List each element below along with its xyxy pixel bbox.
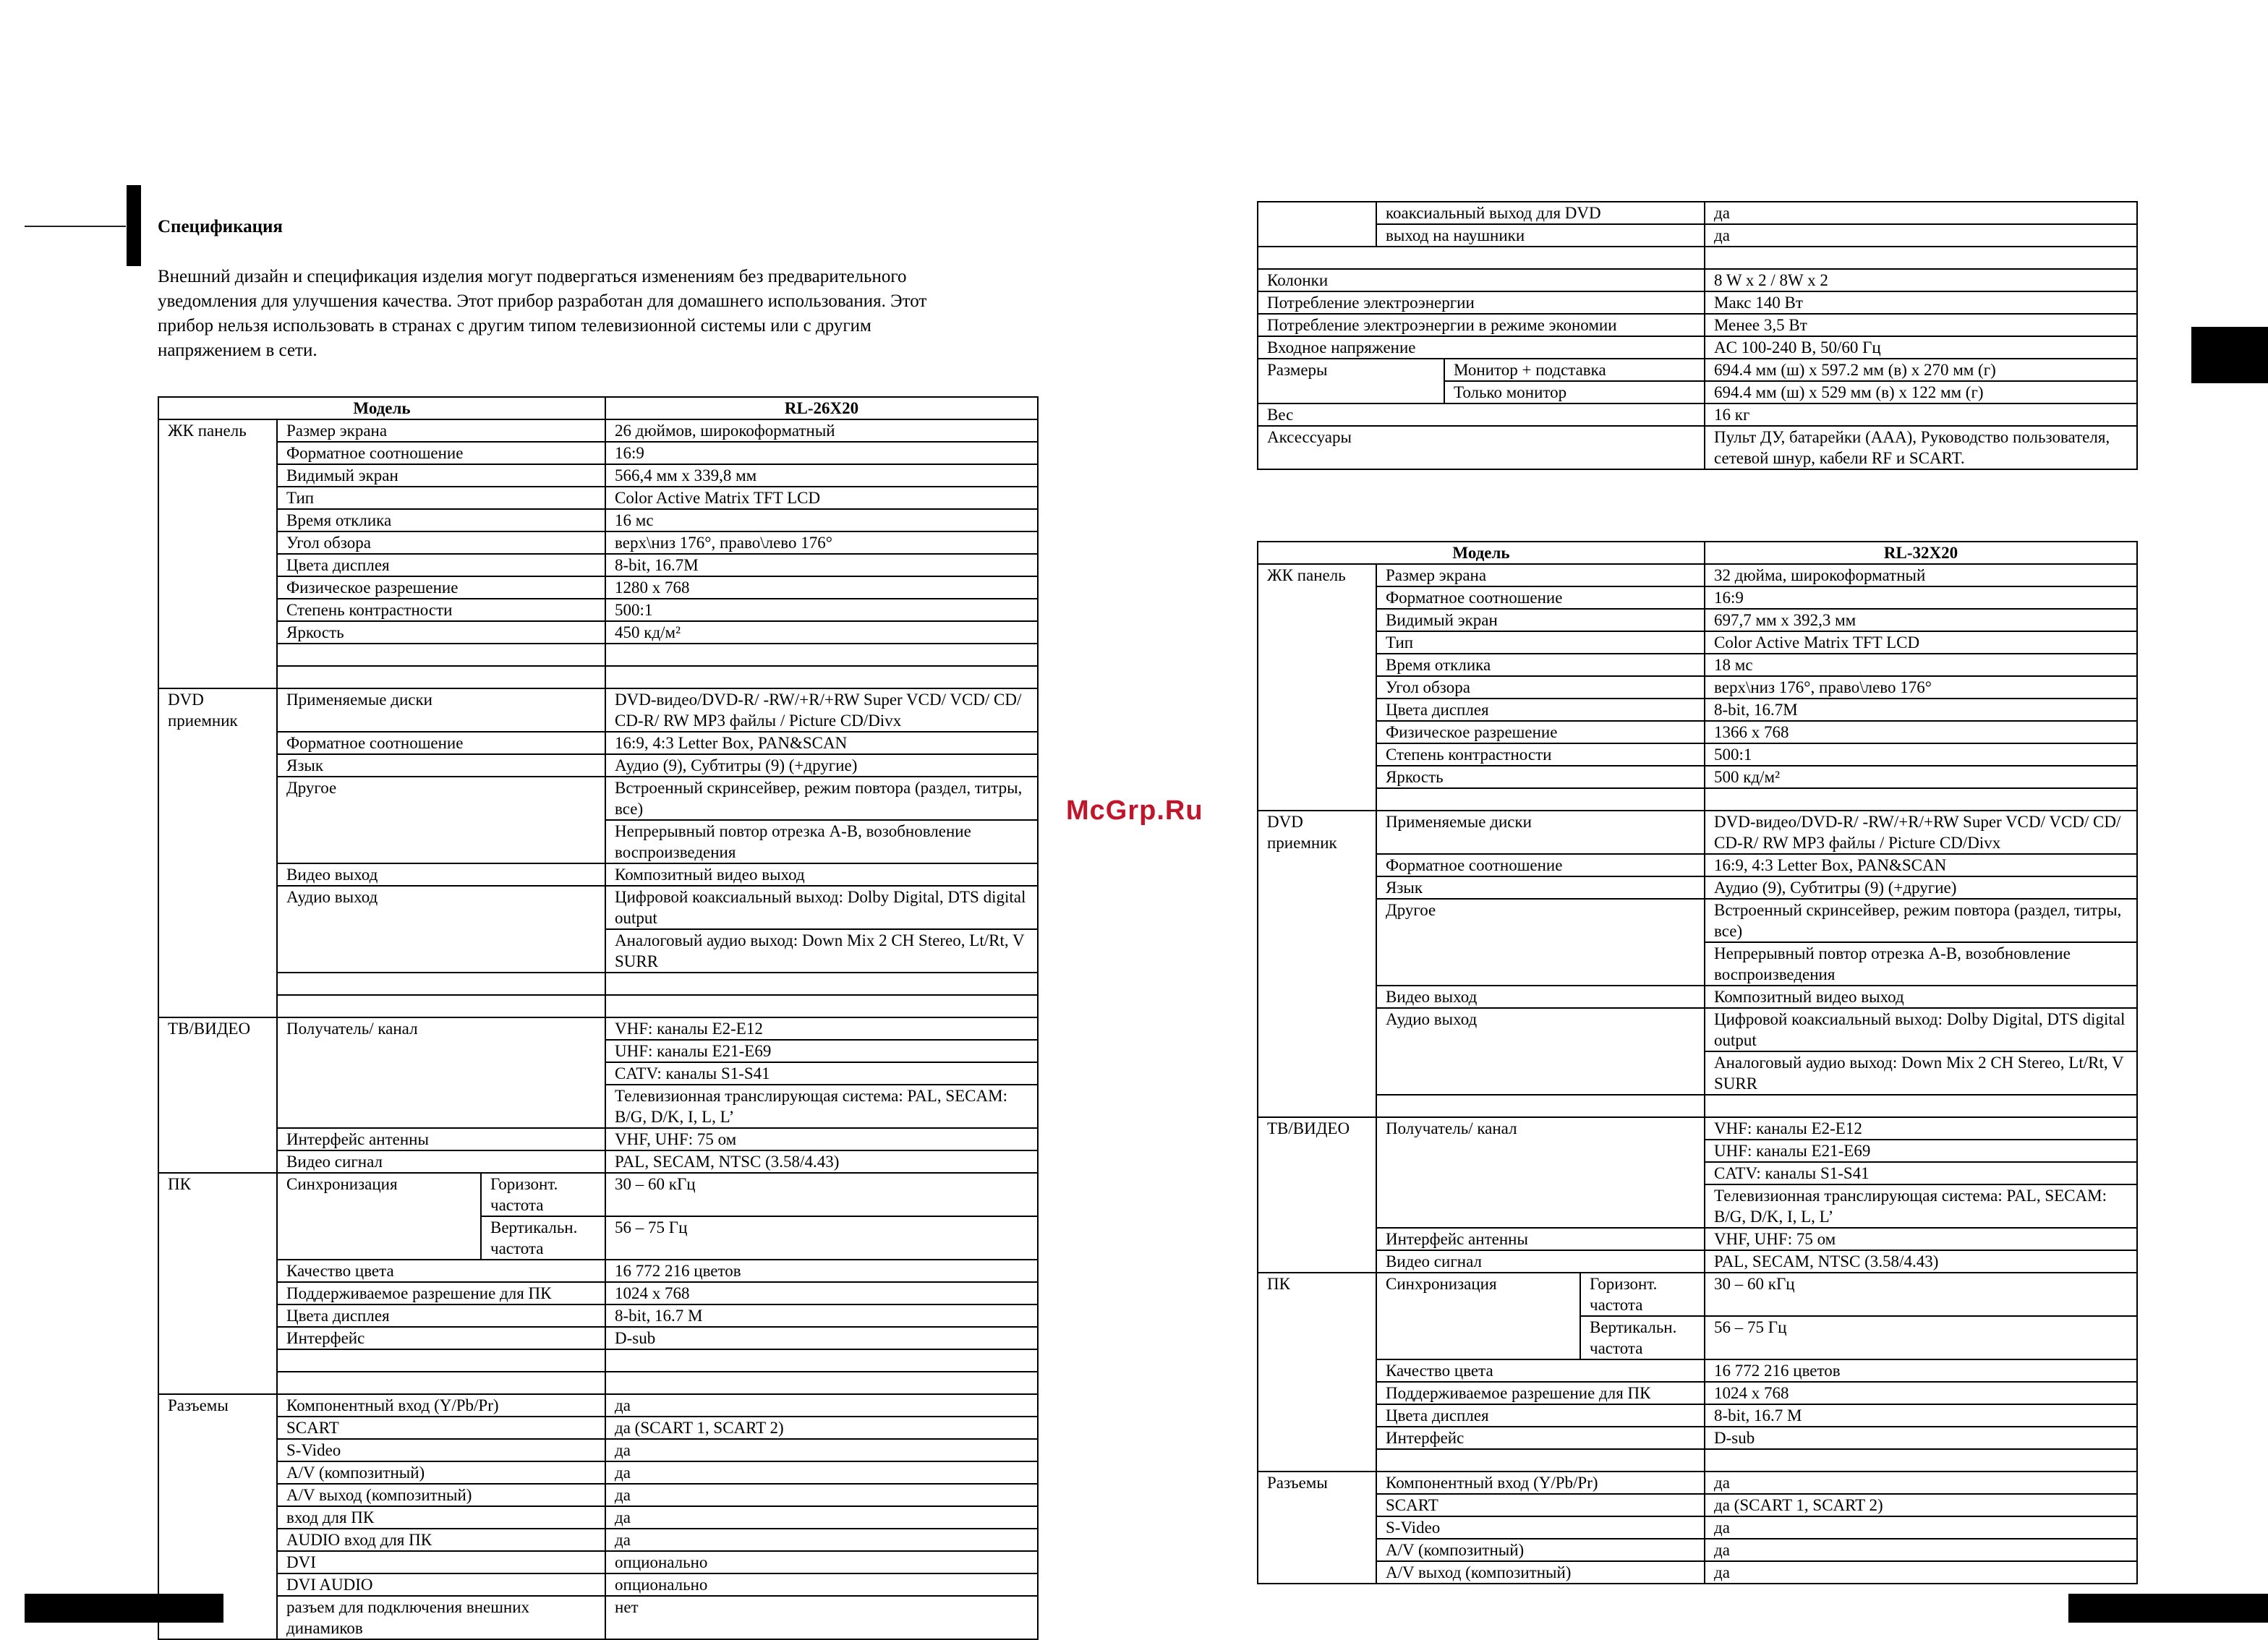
table-cell: 8-bit, 16.7 M <box>1705 1404 2137 1427</box>
table-cell: Колонки <box>1258 269 1705 291</box>
table-cell: 30 – 60 кГц <box>605 1173 1038 1216</box>
table-cell: Время отклика <box>277 509 605 531</box>
table-cell: 500 кд/м² <box>1705 766 2137 788</box>
table-cell: VHF, UHF: 75 ом <box>1705 1228 2137 1250</box>
table-cell: Качество цвета <box>277 1260 605 1282</box>
table-cell-empty <box>1258 247 1705 269</box>
table-cell: Аудио выход <box>1376 1008 1705 1095</box>
table-cell: разъем для подключения внешних динамиков <box>277 1596 605 1639</box>
page-tab-marker <box>2191 327 2268 383</box>
table-cell-empty <box>605 1372 1038 1394</box>
table-cell: A/V выход (композитный) <box>277 1484 605 1506</box>
table-cell: да <box>1705 1539 2137 1561</box>
table-cell-empty <box>1258 202 1376 247</box>
table-cell-empty <box>605 1349 1038 1372</box>
watermark: McGrp.Ru <box>1066 795 1203 826</box>
table-cell: 16:9 <box>605 442 1038 464</box>
table-cell-empty <box>1705 1449 2137 1472</box>
table-cell: Монитор + подставка <box>1444 359 1705 381</box>
table-cell: Аудио выход <box>277 886 605 973</box>
table-cell: UHF: каналы E21-E69 <box>605 1040 1038 1062</box>
group-dvd: DVD приемник <box>158 688 277 1017</box>
table-cell: Синхронизация <box>1376 1273 1580 1359</box>
table-cell: Интерфейс <box>1376 1427 1705 1449</box>
table-cell: Потребление электроэнергии <box>1258 291 1705 314</box>
table-cell: 8 W x 2 / 8W x 2 <box>1705 269 2137 291</box>
model-header: Модель <box>1258 542 1705 564</box>
table-cell: S-Video <box>277 1439 605 1461</box>
table-cell: Встроенный скринсейвер, режим повтора (раздел, титры, все) <box>605 777 1038 820</box>
table-cell: 1366 x 768 <box>1705 721 2137 743</box>
group-lcd: ЖК панель <box>158 419 277 688</box>
table-cell: 16 кг <box>1705 403 2137 426</box>
table-cell: верх\низ 176°, право\лево 176° <box>1705 676 2137 699</box>
table-cell: Аналоговый аудио выход: Down Mix 2 CH Stereo, Lt/Rt, V SURR <box>1705 1051 2137 1095</box>
table-cell: Интерфейс <box>277 1327 605 1349</box>
table-cell: AUDIO вход для ПК <box>277 1529 605 1551</box>
table-cell: Вес <box>1258 403 1705 426</box>
table-cell: Другое <box>1376 899 1705 986</box>
table-cell: выход на наушники <box>1376 224 1705 247</box>
table-cell: Аналоговый аудио выход: Down Mix 2 CH Stereo, Lt/Rt, V SURR <box>605 929 1038 973</box>
table-cell-empty <box>277 995 605 1017</box>
table-cell: опционально <box>605 1551 1038 1573</box>
table-cell: Аудио (9), Субтитры (9) (+другие) <box>1705 876 2137 899</box>
table-cell: 30 – 60 кГц <box>1705 1273 2137 1316</box>
table-cell: D-sub <box>605 1327 1038 1349</box>
table-cell: 1024 x 768 <box>1705 1382 2137 1404</box>
table-cell: Цвета дисплея <box>277 1304 605 1327</box>
table-cell: 16:9 <box>1705 586 2137 609</box>
table-cell: Встроенный скринсейвер, режим повтора (раздел, титры, все) <box>1705 899 2137 942</box>
table-cell: Физическое разрешение <box>1376 721 1705 743</box>
model-value: RL-32X20 <box>1705 542 2137 564</box>
table-cell: 18 мс <box>1705 654 2137 676</box>
table-cell: 500:1 <box>605 599 1038 621</box>
table-cell: Горизонт. частота <box>1580 1273 1705 1316</box>
table-cell-empty <box>277 1349 605 1372</box>
table-cell: 450 кд/м² <box>605 621 1038 644</box>
table-cell: Компонентный вход (Y/Pb/Pr) <box>1376 1472 1705 1494</box>
table-cell-empty <box>1376 788 1705 811</box>
table-cell: Качество цвета <box>1376 1359 1705 1382</box>
table-cell: 694.4 мм (ш) x 597.2 мм (в) x 270 мм (г) <box>1705 359 2137 381</box>
table-cell: Вертикальн. частота <box>481 1216 605 1260</box>
table-cell: UHF: каналы E21-E69 <box>1705 1140 2137 1162</box>
table-cell: VHF, UHF: 75 ом <box>605 1128 1038 1150</box>
table-cell: Композитный видео выход <box>605 863 1038 886</box>
table-cell-empty <box>605 995 1038 1017</box>
table-cell: да (SCART 1, SCART 2) <box>605 1417 1038 1439</box>
header-rule <box>25 226 126 227</box>
table-cell-empty <box>605 644 1038 666</box>
group-tv: ТВ/ВИДЕО <box>158 1017 277 1173</box>
table-cell: Цифровой коаксиальный выход: Dolby Digital, DTS digital output <box>1705 1008 2137 1051</box>
table-cell: SCART <box>277 1417 605 1439</box>
table-cell: Телевизионная транслирующая система: PAL, SECAM: B/G, D/K, I, L, L’ <box>605 1085 1038 1128</box>
table-cell: Размер экрана <box>277 419 605 442</box>
spec-table-rl26 <box>158 396 1039 1640</box>
table-cell: S-Video <box>1376 1516 1705 1539</box>
table-cell: DVD-видео/DVD-R/ -RW/+R/+RW Super VCD/ VCD/ CD/ CD-R/ RW MP3 файлы / Picture CD/Divx <box>605 688 1038 732</box>
table-cell: Видео выход <box>1376 986 1705 1008</box>
table-cell: да <box>605 1439 1038 1461</box>
table-cell: DVI <box>277 1551 605 1573</box>
table-cell: 8-bit, 16.7M <box>605 554 1038 576</box>
table-cell: Применяемые диски <box>277 688 605 732</box>
table-cell: A/V (композитный) <box>1376 1539 1705 1561</box>
table-cell: Цвета дисплея <box>1376 1404 1705 1427</box>
table-cell: Компонентный вход (Y/Pb/Pr) <box>277 1394 605 1417</box>
table-cell: Получатель/ канал <box>1376 1117 1705 1228</box>
table-cell: 1280 x 768 <box>605 576 1038 599</box>
table-cell: 1024 x 768 <box>605 1282 1038 1304</box>
table-cell: Цифровой коаксиальный выход: Dolby Digital, DTS digital output <box>605 886 1038 929</box>
table-cell: Физическое разрешение <box>277 576 605 599</box>
table-cell: Интерфейс антенны <box>277 1128 605 1150</box>
table-cell: 56 – 75 Гц <box>1705 1316 2137 1359</box>
table-cell: 8-bit, 16.7M <box>1705 699 2137 721</box>
table-cell: Видео сигнал <box>277 1150 605 1173</box>
table-cell: Получатель/ канал <box>277 1017 605 1128</box>
group-tv: ТВ/ВИДЕО <box>1258 1117 1376 1273</box>
table-cell: Цвета дисплея <box>1376 699 1705 721</box>
table-cell: да <box>1705 224 2137 247</box>
table-cell: Поддерживаемое разрешение для ПК <box>1376 1382 1705 1404</box>
table-cell: нет <box>605 1596 1038 1639</box>
table-cell-empty <box>277 1372 605 1394</box>
footer-bar-right <box>2068 1594 2268 1623</box>
table-cell: Размеры <box>1258 359 1444 403</box>
group-lcd: ЖК панель <box>1258 564 1376 811</box>
table-cell: 8-bit, 16.7 M <box>605 1304 1038 1327</box>
model-value: RL-26X20 <box>605 397 1038 419</box>
table-cell: 16 772 216 цветов <box>605 1260 1038 1282</box>
table-cell: D-sub <box>1705 1427 2137 1449</box>
table-cell: CATV: каналы S1-S41 <box>1705 1162 2137 1184</box>
table-cell: Макс 140 Вт <box>1705 291 2137 314</box>
table-cell: Только монитор <box>1444 381 1705 403</box>
table-cell: Непрерывный повтор отрезка А-В, возобновление воспроизведения <box>605 820 1038 863</box>
table-cell: коаксиальный выход для DVD <box>1376 202 1705 224</box>
table-cell: Поддерживаемое разрешение для ПК <box>277 1282 605 1304</box>
table-cell: 500:1 <box>1705 743 2137 766</box>
group-connectors: Разъемы <box>158 1394 277 1639</box>
table-cell: Вертикальн. частота <box>1580 1316 1705 1359</box>
table-cell: Язык <box>1376 876 1705 899</box>
table-cell: Тип <box>1376 631 1705 654</box>
table-cell: Форматное соотношение <box>1376 586 1705 609</box>
table-cell: 16:9, 4:3 Letter Box, PAN&SCAN <box>1705 854 2137 876</box>
group-dvd: DVD приемник <box>1258 811 1376 1117</box>
table-cell-empty <box>277 666 605 688</box>
table-cell: Входное напряжение <box>1258 336 1705 359</box>
table-cell: да <box>1705 202 2137 224</box>
table-cell: да <box>1705 1561 2137 1584</box>
table-cell-empty <box>605 973 1038 995</box>
section-marker-bar <box>127 185 141 266</box>
table-cell: PAL, SECAM, NTSC (3.58/4.43) <box>1705 1250 2137 1273</box>
table-cell: 566,4 мм x 339,8 мм <box>605 464 1038 487</box>
table-cell: Применяемые диски <box>1376 811 1705 854</box>
table-cell: Видимый экран <box>1376 609 1705 631</box>
table-cell: Color Active Matrix TFT LCD <box>605 487 1038 509</box>
table-cell: Форматное соотношение <box>277 442 605 464</box>
table-cell: да <box>605 1529 1038 1551</box>
table-cell: A/V (композитный) <box>277 1461 605 1484</box>
spec-table-continuation <box>1257 201 2138 470</box>
table-cell: да (SCART 1, SCART 2) <box>1705 1494 2137 1516</box>
table-cell: Непрерывный повтор отрезка А-В, возобновление воспроизведения <box>1705 942 2137 986</box>
table-cell: Время отклика <box>1376 654 1705 676</box>
table-cell: Пульт ДУ, батарейки (ААА), Руководство пользователя, сетевой шнур, кабели RF и SCART. <box>1705 426 2137 469</box>
table-cell: вход для ПК <box>277 1506 605 1529</box>
table-cell: Синхронизация <box>277 1173 481 1260</box>
table-cell: Цвета дисплея <box>277 554 605 576</box>
table-cell: 32 дюйма, широкоформатный <box>1705 564 2137 586</box>
table-cell: Горизонт. частота <box>481 1173 605 1216</box>
table-cell: PAL, SECAM, NTSC (3.58/4.43) <box>605 1150 1038 1173</box>
group-pc: ПК <box>1258 1273 1376 1472</box>
table-cell: CATV: каналы S1-S41 <box>605 1062 1038 1085</box>
table-cell: Видимый экран <box>277 464 605 487</box>
table-cell-empty <box>605 666 1038 688</box>
table-cell: 697,7 мм x 392,3 мм <box>1705 609 2137 631</box>
table-cell: Композитный видео выход <box>1705 986 2137 1008</box>
table-cell: Размер экрана <box>1376 564 1705 586</box>
table-cell-empty <box>1376 1449 1705 1472</box>
table-cell: Язык <box>277 754 605 777</box>
table-cell: Степень контрастности <box>277 599 605 621</box>
table-cell: Видео выход <box>277 863 605 886</box>
table-cell-empty <box>277 973 605 995</box>
table-cell: 694.4 мм (ш) x 529 мм (в) x 122 мм (г) <box>1705 381 2137 403</box>
group-pc: ПК <box>158 1173 277 1394</box>
table-cell: Степень контрастности <box>1376 743 1705 766</box>
table-cell: Угол обзора <box>277 531 605 554</box>
table-cell: Потребление электроэнергии в режиме экономии <box>1258 314 1705 336</box>
group-connectors: Разъемы <box>1258 1472 1376 1584</box>
table-cell: Видео сигнал <box>1376 1250 1705 1273</box>
table-cell: да <box>605 1484 1038 1506</box>
table-cell: верх\низ 176°, право\лево 176° <box>605 531 1038 554</box>
intro-paragraph: Внешний дизайн и спецификация изделия могут подвергаться изменениям без предварительного уведомления для улучшения качества. Этот прибор разработан для домашнего использования. Этот прибор нельзя использовать в странах с другим типом телевизионной системы или с другим напряжением в сети. <box>158 267 927 360</box>
table-cell: Аксессуары <box>1258 426 1705 469</box>
table-cell: 16:9, 4:3 Letter Box, PAN&SCAN <box>605 732 1038 754</box>
table-cell: 26 дюймов, широкоформатный <box>605 419 1038 442</box>
table-cell-empty <box>1376 1095 1705 1117</box>
table-cell: да <box>605 1394 1038 1417</box>
table-cell: AC 100-240 В, 50/60 Гц <box>1705 336 2137 359</box>
table-cell: да <box>605 1506 1038 1529</box>
table-cell: Угол обзора <box>1376 676 1705 699</box>
table-cell: Яркость <box>1376 766 1705 788</box>
table-cell: 56 – 75 Гц <box>605 1216 1038 1260</box>
spec-table-rl32 <box>1257 541 2138 1584</box>
table-cell: Форматное соотношение <box>277 732 605 754</box>
table-cell: Менее 3,5 Вт <box>1705 314 2137 336</box>
table-cell: да <box>1705 1516 2137 1539</box>
table-cell: VHF: каналы E2-E12 <box>1705 1117 2137 1140</box>
table-cell: 16 мс <box>605 509 1038 531</box>
table-cell: Другое <box>277 777 605 863</box>
table-cell: 16 772 216 цветов <box>1705 1359 2137 1382</box>
table-cell: A/V выход (композитный) <box>1376 1561 1705 1584</box>
table-cell: SCART <box>1376 1494 1705 1516</box>
table-cell: Интерфейс антенны <box>1376 1228 1705 1250</box>
table-cell-empty <box>1705 788 2137 811</box>
table-cell-empty <box>1705 247 2137 269</box>
model-header: Модель <box>158 397 605 419</box>
table-cell: да <box>1705 1472 2137 1494</box>
table-cell: Телевизионная транслирующая система: PAL, SECAM: B/G, D/K, I, L, L’ <box>1705 1184 2137 1228</box>
table-cell: Яркость <box>277 621 605 644</box>
table-cell: DVI AUDIO <box>277 1573 605 1596</box>
table-cell-empty <box>1705 1095 2137 1117</box>
table-cell: DVD-видео/DVD-R/ -RW/+R/+RW Super VCD/ VCD/ CD/ CD-R/ RW MP3 файлы / Picture CD/Divx <box>1705 811 2137 854</box>
table-cell: да <box>605 1461 1038 1484</box>
table-cell: VHF: каналы E2-E12 <box>605 1017 1038 1040</box>
table-cell-empty <box>277 644 605 666</box>
table-cell: Аудио (9), Субтитры (9) (+другие) <box>605 754 1038 777</box>
table-cell: Форматное соотношение <box>1376 854 1705 876</box>
page-title: Спецификация <box>158 217 283 236</box>
table-cell: опционально <box>605 1573 1038 1596</box>
table-cell: Color Active Matrix TFT LCD <box>1705 631 2137 654</box>
table-cell: Тип <box>277 487 605 509</box>
